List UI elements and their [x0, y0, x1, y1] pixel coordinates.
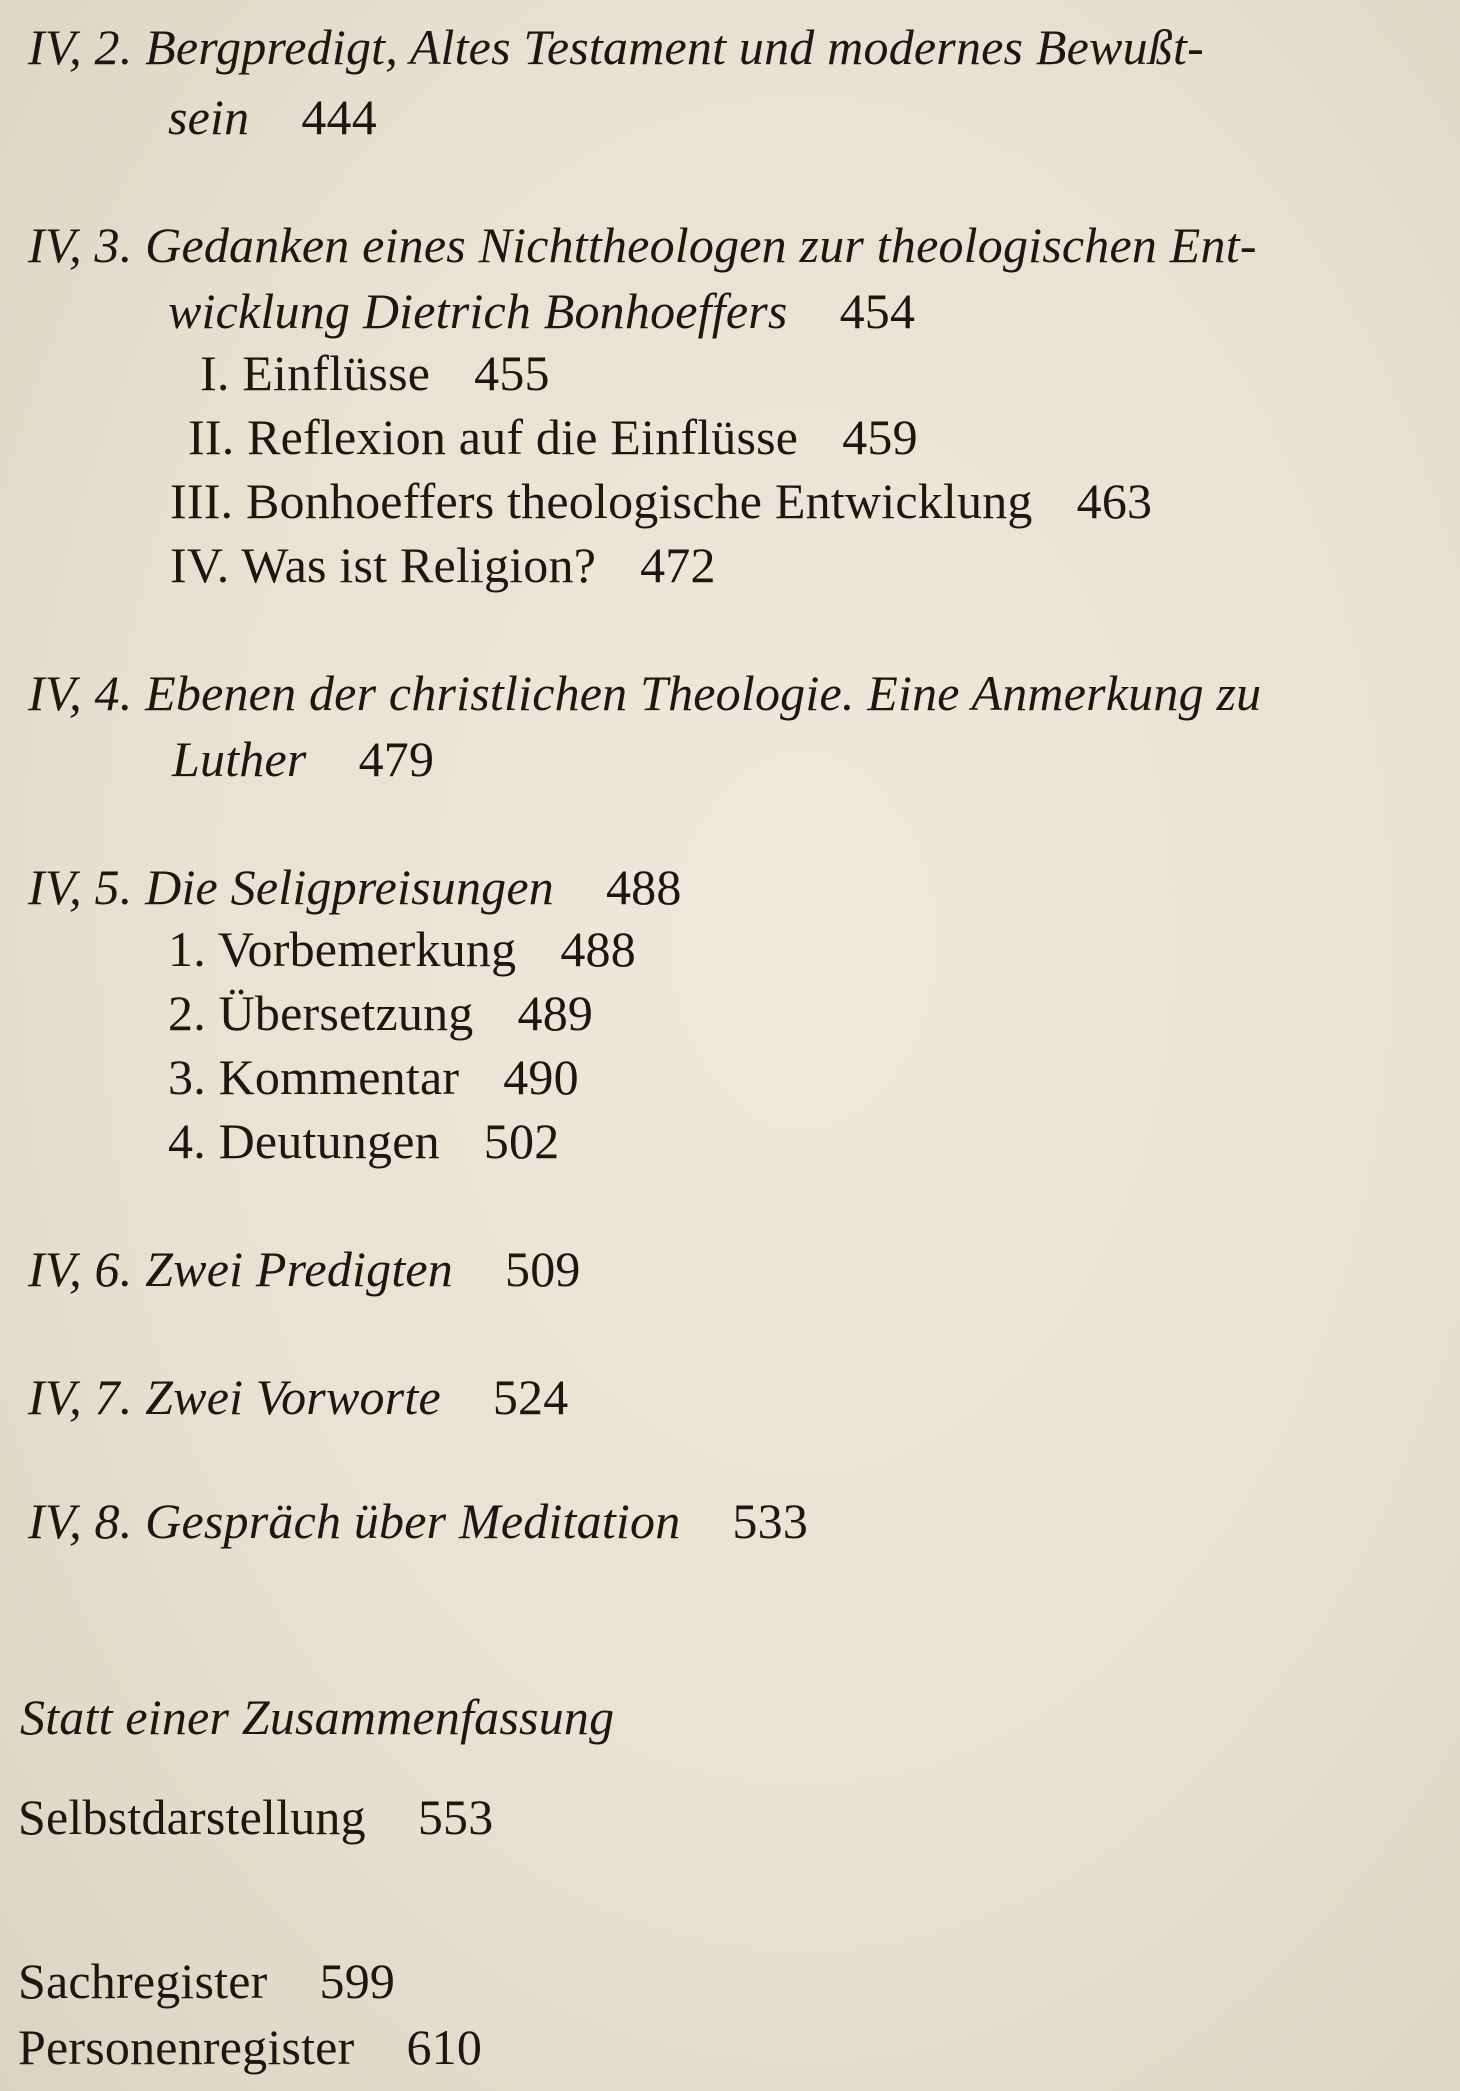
toc-subentry-iv5-3: 3. Kommentar 490 — [168, 1049, 579, 1105]
page-number: 454 — [839, 283, 916, 339]
toc-subentry-iv5-1: 1. Vorbemerkung 488 — [168, 921, 636, 977]
page-number: 610 — [406, 2019, 483, 2075]
toc-entry-iv2-title-line2: sein 444 — [168, 89, 377, 145]
section-heading-summary: Statt einer Zusammenfassung — [20, 1689, 615, 1745]
page-number: 488 — [560, 921, 636, 977]
page-number: 533 — [732, 1493, 809, 1549]
toc-entry-iv3-title-line1: IV, 3. Gedanken eines Nichttheologen zur theologischen Ent- — [28, 217, 1257, 273]
toc-subentry-iv3-1: I. Einflüsse 455 — [200, 345, 550, 401]
page-number: 489 — [517, 985, 594, 1041]
toc-entry-iv3-title-line2: wicklung Dietrich Bonhoeffers 454 — [168, 283, 916, 339]
page-number: 502 — [483, 1113, 560, 1169]
page-number: 553 — [417, 1789, 494, 1845]
page-number: 472 — [640, 537, 716, 593]
page-number: 599 — [319, 1953, 396, 2009]
toc-entry-personenregister: Personenregister 610 — [18, 2019, 483, 2075]
toc-subentry-iv3-3: III. Bonhoeffers theologische Entwicklung 463 — [170, 473, 1153, 529]
page-number: 479 — [358, 731, 435, 787]
toc-entry-iv4-title-line2: Luther 479 — [172, 731, 435, 787]
toc-entry-selbstdarstellung: Selbstdarstellung 553 — [18, 1789, 494, 1845]
toc-entry-sachregister: Sachregister 599 — [18, 1953, 396, 2009]
page-number: 490 — [503, 1049, 579, 1105]
page-number: 459 — [842, 409, 918, 465]
page-number: 509 — [505, 1241, 581, 1297]
toc-subentry-iv5-4: 4. Deutungen 502 — [168, 1113, 560, 1169]
page-number: 524 — [492, 1369, 569, 1425]
toc-subentry-iv3-2: II. Reflexion auf die Einflüsse 459 — [188, 409, 918, 465]
toc-entry-iv6-title: IV, 6. Zwei Predigten 509 — [28, 1241, 581, 1297]
toc-entry-iv8-title: IV, 8. Gespräch über Meditation 533 — [28, 1493, 809, 1549]
toc-entry-iv7-title: IV, 7. Zwei Vorworte 524 — [28, 1369, 569, 1425]
toc-entry-iv5-title: IV, 5. Die Seligpreisungen 488 — [28, 859, 682, 915]
toc-entry-iv4-title-line1: IV, 4. Ebenen der christlichen Theologie. Eine Anmerkung zu — [28, 665, 1262, 721]
toc-entry-iv2-title-line1: IV, 2. Bergpredigt, Altes Testament und modernes Bewußt- — [28, 19, 1204, 75]
page-number: 455 — [474, 345, 550, 401]
toc-subentry-iv3-4: IV. Was ist Religion? 472 — [170, 537, 716, 593]
page-number: 488 — [605, 859, 682, 915]
page-number: 444 — [301, 89, 377, 145]
page-number: 463 — [1076, 473, 1153, 529]
toc-subentry-iv5-2: 2. Übersetzung 489 — [168, 985, 594, 1041]
